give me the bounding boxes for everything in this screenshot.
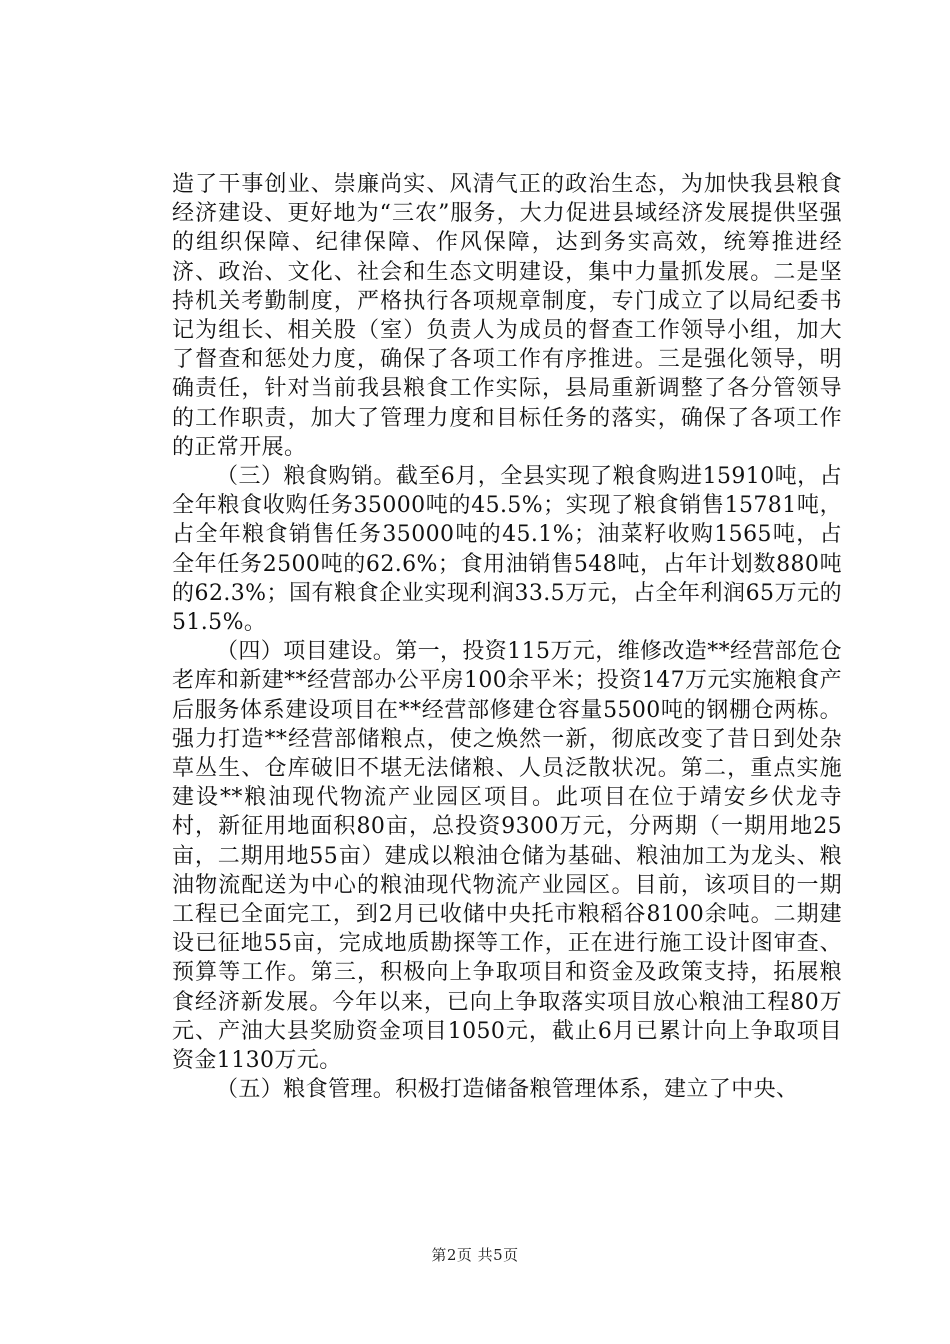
page-number-footer: 第2页 共5页 xyxy=(431,1246,519,1264)
paragraph-grain-sales: （三）粮食购销。截至6月，全县实现了粮食购进15910吨，占全年粮食收购任务35000吨的45.5%；实现了粮食销售15781吨，占全年粮食销售任务35000吨的45.1%；油菜籽收购1565吨，占全年任务2500吨的62.6%；食用油销售548吨，占年计划数880吨的62.3%；国有粮食企业实现利润33.5万元，占全年利润65万元的51.5%。 xyxy=(172,464,842,636)
paragraph-project-construction: （四）项目建设。第一，投资115万元，维修改造**经营部危仓老库和新建**经营部办公平房100余平米；投资147万元实施粮食产后服务体系建设项目在**经营部修建仓容量5500吨的钢棚仓两栋。强力打造**经营部储粮点，使之焕然一新，彻底改变了昔日到处杂草丛生、仓库破旧不堪无法储粮、人员泛散状况。第二，重点实施建设**粮油现代物流产业园区项目。此项目在位于靖安乡伏龙寺村，新征用地面积80亩，总投资9300万元，分两期（一期用地25亩，二期用地55亩）建成以粮油仓储为基础、粮油加工为龙头、粮油物流配送为中心的粮油现代物流产业园区。目前，该项目的一期工程已全面完工，到2月已收储中央托市粮稻谷8100余吨。二期建设已征地55亩，完成地质勘探等工作，正在进行施工设计图审查、预算等工作。第三，积极向上争取项目和资金及政策支持，拓展粮食经济新发展。今年以来，已向上争取落实项目放心粮油工程80万元、产油大县奖励资金项目1050元，截止6月已累计向上争取项目资金1130万元。 xyxy=(172,639,842,1074)
document-body xyxy=(172,170,842,1105)
paragraph-grain-management: （五）粮食管理。积极打造储备粮管理体系，建立了中央、 xyxy=(216,1077,799,1103)
paragraph-continuation: 造了干事创业、崇廉尚实、风清气正的政治生态，为加快我县粮食经济建设、更好地为“三农”服务，大力促进县域经济发展提供坚强的组织保障、纪律保障、作风保障，达到务实高效，统筹推进经济、政治、文化、社会和生态文明建设，集中力量抓发展。二是坚持机关考勤制度，严格执行各项规章制度，专门成立了以局纪委书记为组长、相关股（室）负责人为成员的督查工作领导小组，加大了督查和惩处力度，确保了各项工作有序推进。三是强化领导，明确责任，针对当前我县粮食工作实际，县局重新调整了各分管领导的工作职责，加大了管理力度和目标任务的落实，确保了各项工作的正常开展。 xyxy=(172,172,842,460)
